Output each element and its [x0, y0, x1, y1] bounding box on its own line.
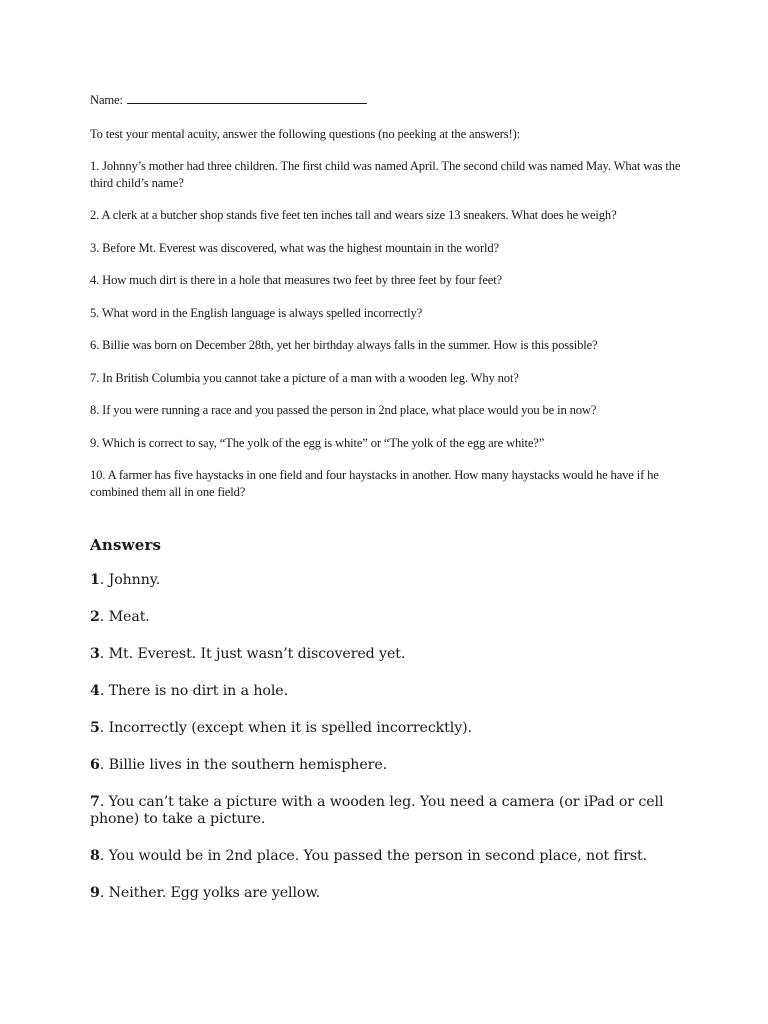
answer-text: You would be in 2nd place. You passed the person in second place, not first. [108, 848, 648, 864]
answer-2: 2. Meat. [90, 609, 150, 625]
name-line [90, 92, 700, 109]
question-10: 10. A farmer has five haystacks in one field and four haystacks in another. How many haystacks would he have if he combined them all in one field? [90, 468, 659, 499]
worksheet-page [90, 92, 700, 922]
answer-number: 3 [90, 646, 100, 662]
answer-number: 8 [90, 848, 100, 864]
answer-list [90, 572, 700, 902]
answer-3: 3. Mt. Everest. It just wasn’t discovered yet. [90, 646, 406, 662]
answer-number: 2 [90, 609, 100, 625]
answer-number: 7 [90, 794, 100, 810]
answers-heading: Answers [90, 536, 162, 554]
name-label: Name: [90, 93, 123, 107]
question-1: 1. Johnny’s mother had three children. The first child was named April. The second child was named May. What was the third child’s name? [90, 159, 681, 190]
question-5: 5. What word in the English language is always spelled incorrectly? [90, 305, 423, 320]
answer-number: 9 [90, 885, 100, 901]
answer-number: 4 [90, 683, 100, 699]
question-3: 3. Before Mt. Everest was discovered, what was the highest mountain in the world? [90, 240, 499, 255]
answer-number: 6 [90, 757, 100, 773]
question-4: 4. How much dirt is there in a hole that measures two feet by three feet by four feet? [90, 273, 502, 287]
answer-4: 4. There is no dirt in a hole. [90, 683, 288, 699]
answer-text: Billie lives in the southern hemisphere. [108, 757, 388, 773]
answer-text: Meat. [108, 609, 150, 625]
answer-6: 6. Billie lives in the southern hemisphere. [90, 757, 388, 773]
answer-9: 9. Neither. Egg yolks are yellow. [90, 885, 321, 901]
intro-text: To test your mental acuity, answer the following questions (no peeking at the answers!): [90, 126, 520, 141]
answer-text: Mt. Everest. It just wasn’t discovered yet. [108, 646, 406, 662]
answer-8: 8. You would be in 2nd place. You passed the person in second place, not first. [90, 848, 648, 864]
answer-text: Incorrectly (except when it is spelled incorrecktly). [108, 720, 472, 736]
answer-text: You can’t take a picture with a wooden leg. You need a camera (or iPad or cell phone) to take a picture. [90, 794, 664, 827]
answer-number: 1 [90, 572, 100, 588]
question-8: 8. If you were running a race and you passed the person in 2nd place, what place would you be in now? [90, 403, 597, 417]
question-9: 9. Which is correct to say, “The yolk of the egg is white” or “The yolk of the egg are white?” [90, 435, 545, 450]
answer-5: 5. Incorrectly (except when it is spelled incorrecktly). [90, 720, 472, 736]
answer-text: Johnny. [108, 572, 161, 588]
question-7: 7. In British Columbia you cannot take a picture of a man with a wooden leg. Why not? [90, 370, 519, 385]
name-blank-line [127, 92, 367, 104]
answer-1: 1. Johnny. [90, 572, 161, 588]
question-6: 6. Billie was born on December 28th, yet her birthday always falls in the summer. How is this possible? [90, 338, 598, 352]
answer-7: 7. You can’t take a picture with a wooden leg. You need a camera (or iPad or cell phone) to take a picture. [90, 794, 664, 827]
question-2: 2. A clerk at a butcher shop stands five feet ten inches tall and wears size 13 sneakers. What does he weigh? [90, 208, 617, 222]
answer-number: 5 [90, 720, 100, 736]
answer-text: Neither. Egg yolks are yellow. [108, 885, 321, 901]
question-list [90, 158, 700, 500]
answer-text: There is no dirt in a hole. [108, 683, 288, 699]
